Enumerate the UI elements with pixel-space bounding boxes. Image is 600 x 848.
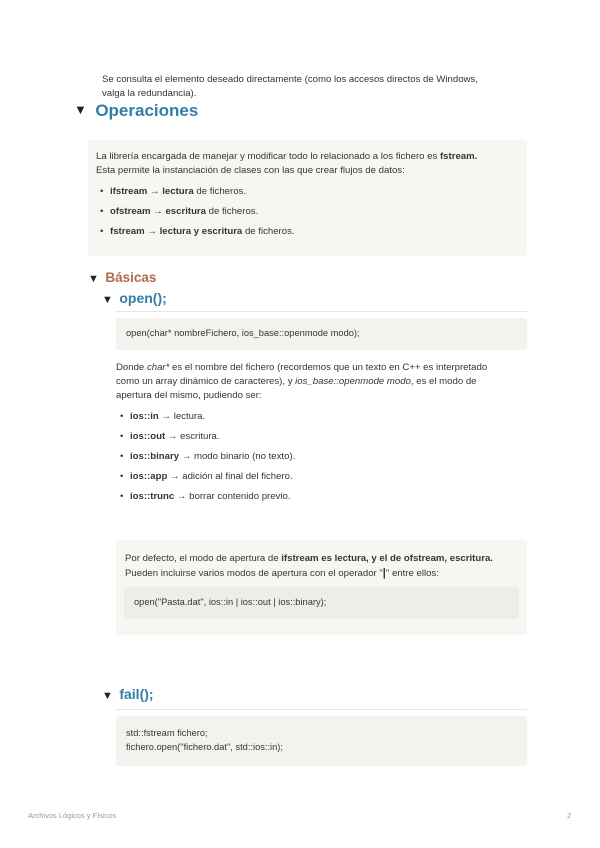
bullet-icon: • xyxy=(120,411,124,422)
list-item: • ios::in → lectura. xyxy=(120,411,206,422)
open-heading-divider xyxy=(116,311,527,312)
default-mode-callout: Por defecto, el modo de apertura de ifstream es lectura, y el de ofstream, escritura. Pueden incluirse varios modos de apertura con el operador "|" entre ellos: open("Pasta.dat", ios::in | ios::out | ios::binary); xyxy=(116,540,527,635)
open-modes-list xyxy=(118,410,518,510)
list-item: • ios::out → escritura. xyxy=(120,431,220,442)
bullet-icon: • xyxy=(100,206,104,217)
basicas-heading: Básicas xyxy=(105,270,157,285)
open-example-code: open("Pasta.dat", ios::in | ios::out | ios::binary); xyxy=(124,587,519,619)
bullet-icon: • xyxy=(120,471,124,482)
open-toggle-heading[interactable] xyxy=(102,290,167,308)
open-signature-code: open(char* nombreFichero, ios_base::openmode modo); xyxy=(116,318,527,350)
bullet-icon: • xyxy=(120,491,124,502)
toggle-triangle-icon[interactable]: ▼ xyxy=(102,294,113,306)
list-item: • ios::binary → modo binario (no texto). xyxy=(120,451,296,462)
toggle-triangle-icon[interactable]: ▼ xyxy=(88,273,99,285)
intro-paragraph xyxy=(102,73,522,101)
operaciones-toggle-heading[interactable] xyxy=(74,101,198,121)
bullet-icon: • xyxy=(120,431,124,442)
bullet-icon: • xyxy=(120,451,124,462)
list-item: • ios::trunc → borrar contenido previo. xyxy=(120,491,291,502)
intro-line-1: Se consulta el elemento deseado directamente (como los accesos directos de Windows, xyxy=(102,74,478,85)
bullet-icon: • xyxy=(100,226,104,237)
list-item: • ifstream → lectura de ficheros. xyxy=(100,186,246,197)
list-item: • fstream → lectura y escritura de ficheros. xyxy=(100,226,295,237)
list-item: • ios::app → adición al final del fichero. xyxy=(120,471,293,482)
intro-line-2: valga la redundancia). xyxy=(102,88,197,99)
pipe-operator: | xyxy=(382,567,386,579)
fail-heading-divider xyxy=(116,709,527,710)
basicas-toggle-heading[interactable] xyxy=(88,269,156,287)
fail-code-block: std::fstream fichero; fichero.open("fichero.dat", std::ios::in); xyxy=(116,716,527,766)
toggle-triangle-icon[interactable]: ▼ xyxy=(74,102,87,117)
operaciones-heading: Operaciones xyxy=(95,101,199,120)
stream-class-list xyxy=(98,185,518,245)
fail-heading: fail(); xyxy=(119,686,154,702)
bullet-icon: • xyxy=(100,186,104,197)
operaciones-callout xyxy=(88,140,527,256)
toggle-triangle-icon[interactable]: ▼ xyxy=(102,690,113,702)
operaciones-desc-line-2: Esta permite la instanciación de clases con las que crear flujos de datos: xyxy=(96,165,405,176)
fstream-bold: fstream. xyxy=(439,151,478,162)
operaciones-desc-line-1: La librería encargada de manejar y modificar todo lo relacionado a los fichero es fstream. xyxy=(96,151,478,162)
page-number: 2 xyxy=(567,811,572,820)
list-item: • ofstream → escritura de ficheros. xyxy=(100,206,259,217)
fail-toggle-heading[interactable] xyxy=(102,686,154,704)
open-description: Donde char* es el nombre del fichero (recordemos que un texto en C++ es interpretado como un array dinámico de caracteres), y ios_base::openmode modo, es el modo de apertura del mismo, pudiendo ser: xyxy=(116,362,488,401)
footer-title: Archivos Lógicos y Físicos xyxy=(28,811,117,820)
open-heading: open(); xyxy=(119,290,167,306)
